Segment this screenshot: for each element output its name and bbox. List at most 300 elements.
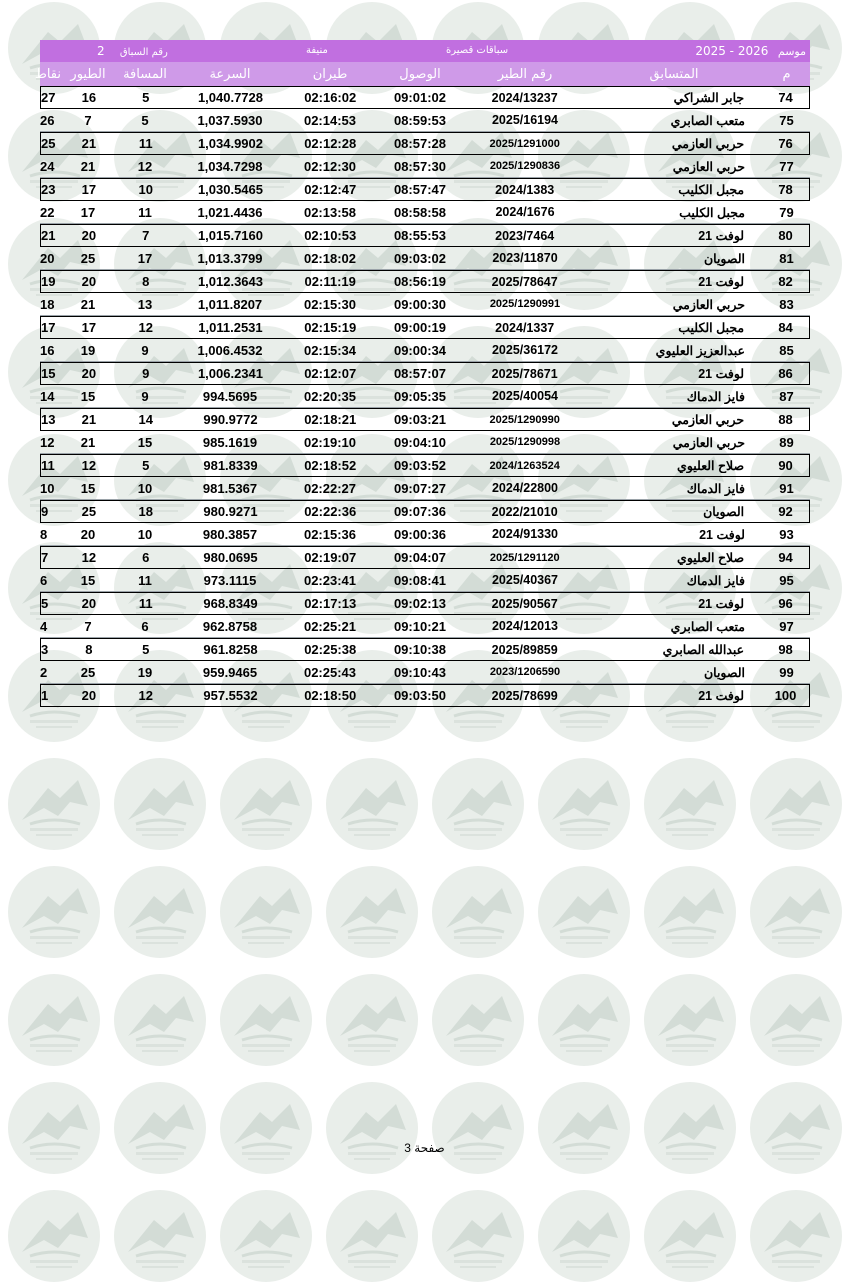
cell-arrival: 09:07:27 (393, 480, 447, 496)
cell-birds: 21 (81, 412, 97, 427)
cell-birds: 25 (80, 664, 96, 680)
cell-arrival: 08:55:53 (393, 228, 446, 243)
cell-ring: 2024/12013 (491, 619, 559, 633)
cell-arrival: 09:04:10 (393, 434, 447, 450)
cell-competitor: لوفت 21 (698, 229, 745, 243)
cell-ring: 2024/1337 (495, 320, 555, 335)
cell-rank: 81 (779, 250, 794, 266)
cell-flight: 02:25:43 (303, 664, 357, 680)
cell-arrival: 09:10:43 (393, 664, 447, 680)
cell-birds: 20 (81, 596, 97, 611)
cell-points: 5 (40, 596, 49, 611)
falcon-emblem-icon (750, 974, 842, 1066)
cell-ring: 2025/90567 (491, 596, 558, 611)
cell-arrival: 09:03:52 (393, 458, 446, 473)
cell-rank: 91 (779, 480, 794, 496)
cell-rank: 90 (778, 458, 793, 473)
cell-rank: 99 (779, 664, 794, 680)
cell-points: 21 (40, 228, 56, 243)
cell-ring: 2022/21010 (491, 504, 558, 519)
cell-speed: 981.5367 (202, 480, 258, 496)
cell-speed: 1,011.8207 (197, 296, 263, 312)
falcon-emblem-icon (644, 866, 736, 958)
cell-points: 22 (40, 204, 55, 220)
cell-arrival: 08:57:47 (393, 182, 446, 197)
table-row (40, 155, 810, 178)
cell-flight: 02:18:21 (304, 412, 357, 427)
cell-competitor: الصويان (703, 665, 745, 680)
falcon-emblem-icon (644, 1082, 736, 1174)
cell-ring: 2025/78671 (491, 366, 558, 381)
cell-ring: 2025/78699 (491, 688, 558, 703)
cell-distance: 19 (137, 664, 153, 680)
col-competitor: المتسابق (649, 66, 699, 82)
cell-birds: 25 (81, 504, 97, 519)
falcon-emblem-icon (326, 1190, 418, 1282)
cell-competitor: عبدالعزيز العليوي (655, 343, 745, 358)
cell-distance: 5 (142, 458, 150, 473)
cell-birds: 15 (80, 572, 96, 588)
cell-ring: 2025/78647 (491, 274, 558, 289)
table-row (40, 316, 810, 339)
table-row (40, 638, 810, 661)
falcon-emblem-icon (8, 974, 100, 1066)
cell-arrival: 09:05:35 (393, 388, 447, 404)
cell-rank: 100 (774, 688, 797, 703)
cell-birds: 8 (85, 642, 93, 657)
cell-arrival: 08:57:30 (393, 158, 447, 174)
season-info (695, 44, 806, 58)
table-row (40, 201, 810, 224)
cell-speed: 959.9465 (202, 664, 258, 680)
cell-rank: 88 (778, 412, 793, 427)
cell-distance: 17 (137, 250, 153, 266)
cell-speed: 962.8758 (202, 618, 258, 634)
cell-points: 2 (40, 664, 48, 680)
cell-flight: 02:22:27 (303, 480, 357, 496)
cell-rank: 80 (778, 228, 793, 243)
cell-distance: 9 (141, 342, 149, 358)
falcon-emblem-icon (326, 974, 418, 1066)
cell-ring: 2024/1263524 (489, 459, 560, 472)
cell-flight: 02:17:13 (304, 596, 357, 611)
cell-distance: 10 (137, 526, 153, 542)
cell-arrival: 09:00:30 (393, 296, 447, 312)
cell-competitor: حربي العازمي (672, 297, 745, 312)
col-points: نقاط (34, 66, 61, 82)
cell-arrival: 09:08:41 (393, 572, 447, 588)
cell-points: 10 (40, 480, 55, 496)
cell-speed: 1,021.4436 (197, 204, 263, 220)
cell-competitor: متعب الصابري (670, 619, 745, 634)
cell-distance: 18 (138, 504, 153, 519)
cell-competitor: صلاح العليوي (677, 551, 745, 565)
cell-rank: 92 (778, 504, 793, 519)
cell-distance: 13 (137, 296, 153, 312)
cell-competitor: فايز الدماك (686, 481, 745, 496)
falcon-emblem-icon (220, 1190, 312, 1282)
race-number-label: رقم السباق (119, 47, 168, 58)
cell-points: 25 (40, 136, 56, 151)
falcon-emblem-icon (8, 1082, 100, 1174)
cell-ring: 2025/36172 (491, 343, 559, 357)
table-row (40, 109, 810, 132)
cell-points: 15 (40, 366, 56, 381)
cell-birds: 20 (81, 228, 97, 243)
col-arrival: الوصول (399, 66, 441, 82)
cell-flight: 02:19:07 (304, 550, 357, 565)
falcon-emblem-icon (326, 758, 418, 850)
cell-rank: 98 (778, 642, 793, 657)
cell-competitor: حربي العازمي (671, 413, 745, 427)
cell-points: 3 (40, 642, 49, 657)
cell-birds: 21 (80, 158, 96, 174)
table-row (40, 339, 810, 362)
falcon-emblem-icon (644, 974, 736, 1066)
cell-distance: 12 (138, 688, 153, 703)
table-row (40, 86, 810, 109)
cell-birds: 12 (81, 458, 97, 473)
cell-rank: 74 (778, 90, 793, 105)
cell-flight: 02:10:53 (304, 228, 357, 243)
cell-rank: 82 (778, 274, 793, 289)
cell-birds: 15 (80, 480, 96, 496)
race-type: سباقات قصيرة (446, 45, 509, 56)
cell-points: 1 (40, 688, 49, 703)
cell-competitor: مجبل الكليب (678, 321, 745, 335)
falcon-emblem-icon (326, 1082, 418, 1174)
cell-arrival: 09:04:07 (393, 550, 446, 565)
season-label: موسم (777, 45, 806, 58)
cell-speed: 1,013.3799 (197, 250, 263, 266)
cell-distance: 5 (142, 642, 150, 657)
cell-competitor: صلاح العليوي (677, 459, 745, 473)
falcon-emblem-icon (538, 866, 630, 958)
cell-flight: 02:15:34 (303, 342, 357, 358)
cell-speed: 1,006.4532 (197, 342, 263, 358)
falcon-emblem-icon (220, 1082, 312, 1174)
falcon-emblem-icon (326, 866, 418, 958)
cell-points: 16 (40, 342, 55, 358)
cell-flight: 02:16:02 (304, 90, 357, 105)
cell-birds: 7 (84, 112, 92, 128)
cell-competitor: الصويان (703, 505, 745, 519)
col-ring: رقم الطير (497, 66, 553, 82)
cell-points: 26 (40, 112, 55, 128)
cell-points: 7 (40, 550, 49, 565)
col-flight: طيران (312, 66, 348, 82)
cell-speed: 985.1619 (202, 434, 258, 450)
cell-speed: 1,015.7160 (197, 228, 264, 243)
cell-rank: 79 (779, 204, 794, 220)
falcon-emblem-icon (220, 974, 312, 1066)
cell-distance: 7 (142, 228, 150, 243)
cell-rank: 89 (779, 434, 794, 450)
cell-points: 24 (40, 158, 55, 174)
cell-distance: 10 (137, 480, 153, 496)
cell-competitor: حربي العازمي (672, 435, 745, 450)
cell-ring: 2024/13237 (491, 90, 558, 105)
cell-points: 8 (40, 526, 48, 542)
cell-ring: 2025/16194 (491, 113, 559, 127)
cell-flight: 02:12:28 (304, 136, 357, 151)
cell-flight: 02:25:21 (303, 618, 357, 634)
cell-birds: 20 (81, 688, 97, 703)
cell-flight: 02:18:02 (303, 250, 357, 266)
col-distance: المسافة (123, 66, 167, 82)
falcon-emblem-icon (432, 1190, 524, 1282)
cell-flight: 02:14:53 (303, 112, 357, 128)
cell-distance: 5 (141, 112, 149, 128)
cell-points: 20 (40, 250, 55, 266)
cell-birds: 17 (80, 204, 96, 220)
cell-birds: 20 (81, 366, 97, 381)
cell-distance: 6 (142, 550, 150, 565)
falcon-emblem-icon (538, 1190, 630, 1282)
cell-arrival: 09:03:50 (393, 688, 446, 703)
falcon-emblem-icon (750, 1190, 842, 1282)
cell-ring: 2025/1290836 (489, 160, 561, 172)
falcon-emblem-icon (432, 974, 524, 1066)
falcon-emblem-icon (114, 1082, 206, 1174)
falcon-emblem-icon (114, 1190, 206, 1282)
cell-arrival: 09:03:21 (393, 412, 446, 427)
cell-distance: 14 (138, 412, 153, 427)
cell-speed: 961.8258 (203, 642, 258, 657)
cell-speed: 1,034.9902 (197, 136, 264, 151)
cell-flight: 02:12:47 (304, 182, 357, 197)
cell-ring: 2025/1290990 (489, 413, 560, 426)
cell-arrival: 08:57:07 (393, 366, 446, 381)
cell-speed: 980.9271 (203, 504, 258, 519)
cell-rank: 78 (778, 182, 793, 197)
cell-speed: 980.3857 (202, 526, 258, 542)
table-row (40, 431, 810, 454)
season-years: 2026 - 2025 (695, 44, 769, 58)
cell-competitor: لوفت 21 (698, 367, 745, 381)
cell-arrival: 08:58:58 (393, 204, 447, 220)
cell-flight: 02:20:35 (303, 388, 357, 404)
table-row (40, 523, 810, 546)
cell-distance: 5 (142, 90, 150, 105)
cell-birds: 7 (84, 618, 92, 634)
cell-points: 17 (40, 320, 56, 335)
cell-competitor: حربي العازمي (671, 137, 745, 151)
cell-points: 27 (40, 90, 56, 105)
table-row (40, 224, 810, 247)
cell-flight: 02:18:50 (304, 688, 357, 703)
cell-distance: 9 (142, 366, 150, 381)
falcon-emblem-icon (8, 866, 100, 958)
cell-birds: 17 (81, 320, 97, 335)
cell-flight: 02:22:36 (304, 504, 357, 519)
cell-competitor: لوفت 21 (698, 689, 745, 703)
falcon-emblem-icon (114, 866, 206, 958)
cell-distance: 11 (138, 572, 152, 588)
results-sheet (34, 40, 810, 707)
falcon-emblem-icon (538, 974, 630, 1066)
cell-ring: 2023/11870 (492, 251, 558, 265)
cell-rank: 96 (778, 596, 793, 611)
table-row (40, 385, 810, 408)
table-row (40, 270, 810, 293)
cell-birds: 16 (81, 90, 97, 105)
cell-speed: 1,006.2341 (197, 366, 264, 381)
falcon-emblem-icon (8, 1190, 100, 1282)
cell-distance: 11 (138, 136, 153, 151)
cell-points: 9 (40, 504, 49, 519)
falcon-emblem-icon (750, 758, 842, 850)
cell-arrival: 09:10:21 (393, 618, 447, 634)
cell-birds: 15 (80, 388, 96, 404)
cell-speed: 1,034.7298 (197, 158, 263, 174)
cell-speed: 994.5695 (202, 388, 258, 404)
cell-flight: 02:11:19 (304, 274, 356, 289)
table-row (40, 569, 810, 592)
falcon-emblem-icon (750, 866, 842, 958)
cell-rank: 76 (778, 136, 793, 151)
cell-points: 4 (40, 618, 48, 634)
falcon-emblem-icon (644, 758, 736, 850)
cell-birds: 12 (81, 550, 97, 565)
cell-rank: 85 (779, 342, 794, 358)
cell-birds: 19 (80, 342, 96, 358)
cell-speed: 957.5532 (203, 688, 258, 703)
table-row (40, 546, 810, 569)
page-number: صفحة 3 (404, 1141, 445, 1155)
cell-speed: 990.9772 (203, 412, 258, 427)
cell-arrival: 09:00:36 (393, 526, 447, 542)
cell-flight: 02:15:19 (304, 320, 357, 335)
falcon-emblem-icon (220, 758, 312, 850)
cell-arrival: 09:07:36 (393, 504, 446, 519)
cell-flight: 02:12:07 (304, 366, 357, 381)
cell-flight: 02:25:38 (304, 642, 357, 657)
cell-ring: 2024/22800 (491, 481, 559, 495)
falcon-emblem-icon (114, 758, 206, 850)
title-bar (40, 40, 810, 62)
cell-arrival: 09:00:34 (393, 342, 447, 358)
cell-ring: 2025/40054 (491, 389, 559, 403)
cell-flight: 02:15:36 (303, 526, 357, 542)
race-region: منيفة (306, 45, 328, 56)
col-birds: الطيور (70, 66, 106, 82)
cell-ring: 2025/1290998 (489, 436, 561, 448)
falcon-emblem-icon (750, 1082, 842, 1174)
cell-ring: 2024/91330 (491, 527, 559, 541)
cell-distance: 6 (141, 618, 149, 634)
table-row (40, 500, 810, 523)
cell-birds: 20 (80, 526, 96, 542)
cell-distance: 11 (138, 204, 152, 220)
cell-rank: 87 (779, 388, 794, 404)
cell-arrival: 09:00:19 (393, 320, 446, 335)
cell-rank: 93 (779, 526, 794, 542)
table-row (40, 477, 810, 500)
cell-competitor: فايز الدماك (686, 573, 745, 588)
cell-arrival: 09:10:38 (393, 642, 446, 657)
cell-points: 18 (40, 296, 55, 312)
table-row (40, 178, 810, 201)
cell-competitor: عبدالله الصابري (662, 643, 745, 657)
falcon-emblem-icon (432, 758, 524, 850)
cell-competitor: لوفت 21 (699, 527, 745, 542)
cell-competitor: الصويان (703, 251, 745, 266)
cell-arrival: 08:56:19 (393, 274, 446, 289)
table-row (40, 684, 810, 707)
cell-rank: 83 (779, 296, 794, 312)
cell-competitor: لوفت 21 (698, 275, 745, 289)
cell-rank: 86 (778, 366, 793, 381)
cell-competitor: مجبل الكليب (679, 205, 745, 220)
results-table-body (40, 86, 810, 707)
table-row (40, 454, 810, 477)
falcon-emblem-icon (432, 866, 524, 958)
cell-birds: 20 (81, 274, 97, 289)
table-row (40, 362, 810, 385)
cell-arrival: 09:03:02 (393, 250, 447, 266)
cell-rank: 97 (779, 618, 794, 634)
cell-birds: 21 (81, 136, 97, 151)
race-number-info (97, 44, 168, 58)
cell-speed: 1,030.5465 (197, 182, 264, 197)
cell-birds: 21 (80, 434, 96, 450)
cell-ring: 2024/1676 (495, 205, 555, 219)
falcon-emblem-icon (114, 974, 206, 1066)
cell-rank: 95 (779, 572, 794, 588)
col-speed: السرعة (209, 66, 251, 82)
table-row (40, 132, 810, 155)
cell-points: 12 (40, 434, 55, 450)
cell-ring: 2025/1291120 (489, 551, 560, 564)
race-number: 2 (97, 44, 105, 58)
cell-competitor: متعب الصابري (670, 113, 745, 128)
cell-ring: 2023/7464 (495, 228, 555, 243)
cell-birds: 17 (81, 182, 97, 197)
cell-speed: 980.0695 (203, 550, 258, 565)
cell-distance: 11 (138, 596, 153, 611)
cell-distance: 10 (138, 182, 153, 197)
cell-flight: 02:19:10 (303, 434, 357, 450)
cell-distance: 8 (142, 274, 150, 289)
cell-points: 14 (40, 388, 55, 404)
cell-flight: 02:18:52 (304, 458, 357, 473)
cell-ring: 2024/1383 (495, 182, 555, 197)
cell-competitor: لوفت 21 (698, 597, 745, 611)
cell-speed: 1,012.3643 (197, 274, 264, 289)
cell-competitor: جابر الشراكي (673, 91, 745, 105)
cell-speed: 968.8349 (203, 596, 258, 611)
cell-ring: 2025/40367 (491, 573, 559, 587)
cell-points: 11 (40, 458, 55, 473)
falcon-emblem-icon (220, 866, 312, 958)
cell-speed: 973.1115 (203, 572, 257, 588)
cell-arrival: 08:57:28 (393, 136, 446, 151)
cell-points: 6 (40, 572, 48, 588)
cell-rank: 84 (778, 320, 793, 335)
cell-ring: 2025/89859 (491, 642, 558, 657)
cell-speed: 1,040.7728 (197, 90, 264, 105)
table-row (40, 408, 810, 431)
falcon-emblem-icon (538, 1082, 630, 1174)
cell-flight: 02:13:58 (303, 204, 357, 220)
cell-points: 23 (40, 182, 56, 197)
table-row (40, 247, 810, 270)
cell-flight: 02:15:30 (303, 296, 357, 312)
cell-arrival: 09:01:02 (393, 90, 446, 105)
falcon-emblem-icon (538, 758, 630, 850)
cell-points: 19 (40, 274, 56, 289)
